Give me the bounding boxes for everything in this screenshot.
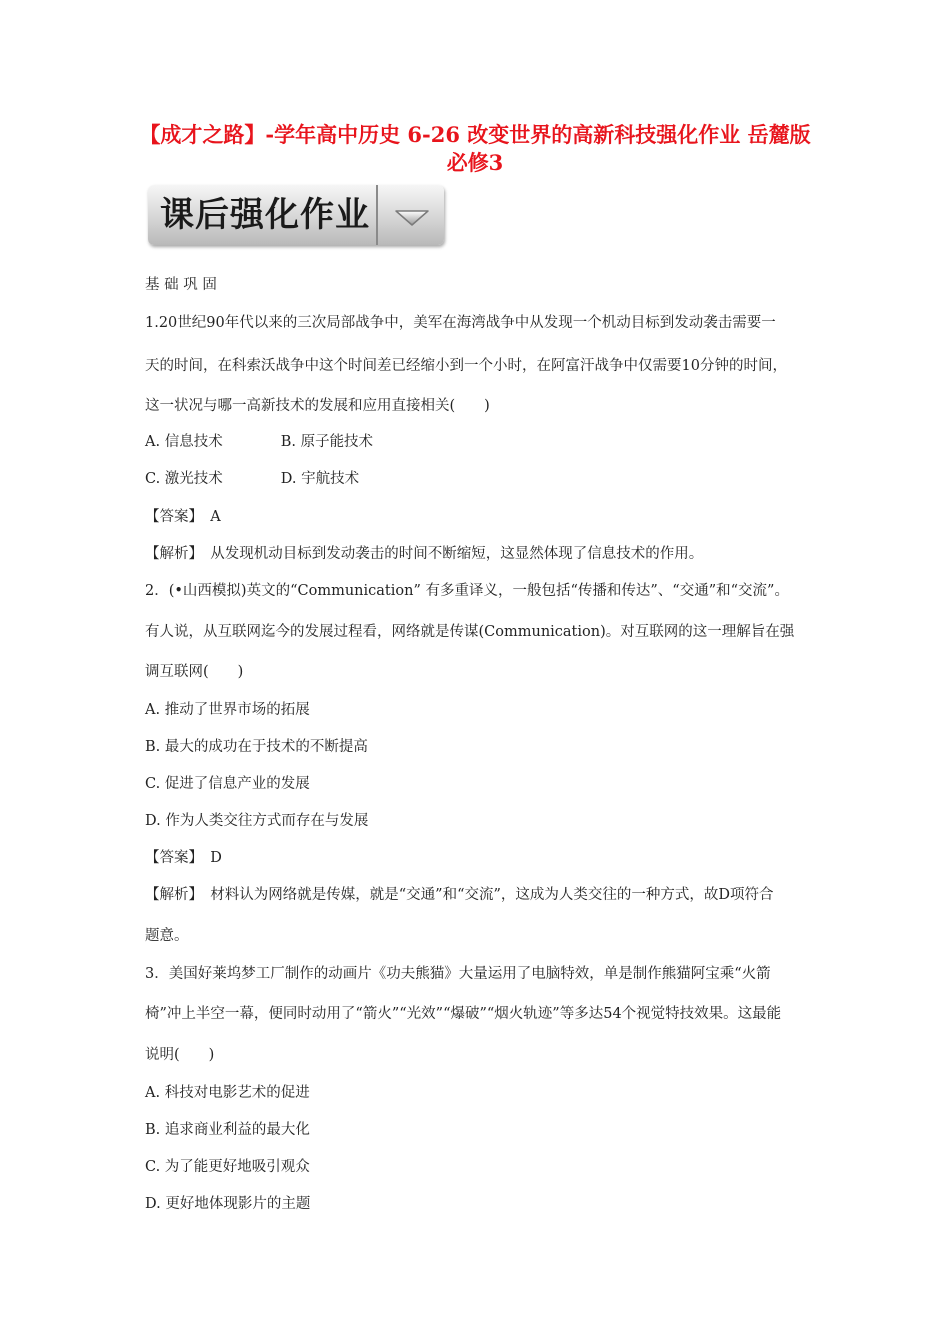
question-1-options-ab: A. 信息技术 B. 原子能技术	[145, 434, 374, 450]
title-line-2: 必修3	[446, 150, 504, 175]
document-title	[120, 121, 830, 177]
question-1-answer: 【答案】 A	[145, 509, 221, 525]
question-2-line-2: 有人说，从互联网迄今的发展过程看，网络就是传谋(Communication)。对互联网的这一理解旨在强	[145, 624, 795, 640]
question-1-analysis: 【解析】 从发现机动目标到发动袭击的时间不断缩短，这显然体现了信息技术的作用。	[145, 546, 704, 562]
question-3-option-d: D. 更好地体现影片的主题	[145, 1196, 311, 1212]
question-1-options-cd: C. 激光技术 D. 宇航技术	[145, 471, 360, 487]
banner-divider	[376, 185, 378, 245]
banner-label: 课后强化作业	[160, 195, 370, 235]
question-3-option-a: A. 科技对电影艺术的促进	[145, 1085, 310, 1101]
question-3-option-b: B. 追求商业利益的最大化	[145, 1122, 310, 1138]
question-2-option-c: C. 促进了信息产业的发展	[145, 776, 310, 792]
question-3-line-3: 说明( )	[145, 1047, 215, 1063]
question-1-line-3: 这一状况与哪一高新技术的发展和应用直接相关( )	[145, 398, 490, 414]
question-2-answer: 【答案】 D	[145, 850, 222, 866]
title-line-1: 【成才之路】-学年高中历史 6-26 改变世界的高新科技强化作业 岳麓版	[139, 122, 811, 147]
question-2-line-3: 调互联网( )	[145, 664, 244, 680]
question-3-option-c: C. 为了能更好地吸引观众	[145, 1159, 310, 1175]
question-2-option-a: A. 推动了世界市场的拓展	[145, 702, 310, 718]
question-2-option-d: D. 作为人类交往方式而存在与发展	[145, 813, 369, 829]
question-1-line-1: 1.20世纪90年代以来的三次局部战争中，美军在海湾战争中从发现一个机动目标到发动袭击需要一	[145, 315, 776, 331]
question-2-analysis-line-1: 【解析】 材料认为网络就是传媒，就是“交通”和“交流”，这成为人类交往的一种方式，故D项符合	[145, 887, 774, 903]
section-banner	[148, 185, 444, 245]
question-1-line-2: 天的时间，在科索沃战争中这个时间差已经缩小到一个小时，在阿富汗战争中仅需要10分钟的时间，	[145, 358, 787, 374]
question-3-line-1: 3．美国好莱坞梦工厂制作的动画片《功夫熊猫》大量运用了电脑特效，单是制作熊猫阿宝乘“火箭	[145, 966, 771, 982]
chevron-down-icon	[384, 189, 440, 241]
question-3-line-2: 椅”冲上半空一幕，便同时动用了“箭火”“光效”“爆破”“烟火轨迹”等多达54个视觉特技效果。这最能	[145, 1006, 782, 1022]
section-heading: 基 础 巩 固	[145, 277, 217, 293]
question-2-analysis-line-2: 题意。	[145, 928, 189, 944]
question-2-option-b: B. 最大的成功在于技术的不断提高	[145, 739, 368, 755]
question-2-line-1: 2．(•山西模拟)英文的“Communication” 有多重译义，一般包括“传播和传达”、“交通”和“交流”。	[145, 583, 789, 599]
